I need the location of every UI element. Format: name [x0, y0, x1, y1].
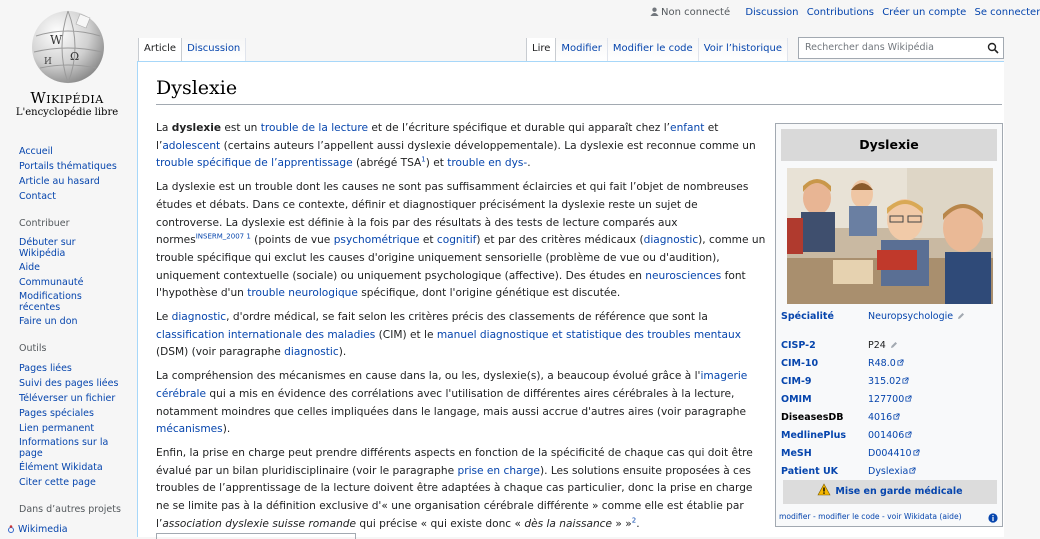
- tab-read[interactable]: Lire: [526, 38, 556, 61]
- sidebar-item-contact[interactable]: Contact: [19, 191, 56, 202]
- infobox-row: [781, 430, 997, 445]
- personal-tools: [650, 7, 1040, 18]
- login-link[interactable]: Se connecter: [975, 7, 1040, 18]
- tab-article[interactable]: Article: [138, 38, 182, 61]
- ref-1[interactable]: 1: [421, 156, 425, 164]
- link-diagnostic[interactable]: diagnostic: [644, 234, 699, 246]
- sidebar: [19, 145, 137, 538]
- infobox-label-specialty[interactable]: Spécialité: [781, 311, 834, 322]
- link-psychometric[interactable]: psychométrique: [334, 234, 420, 246]
- infobox-label[interactable]: CIM-10: [781, 358, 818, 369]
- infobox-value[interactable]: [868, 430, 912, 441]
- infobox-label[interactable]: Patient UK: [781, 466, 838, 477]
- infobox-row: [781, 376, 997, 391]
- link-brain-imaging[interactable]: imagerie cérébrale: [156, 370, 747, 400]
- link-cognitive[interactable]: cognitif: [437, 234, 477, 246]
- sidebar-item-upload[interactable]: Téléverser un fichier: [19, 393, 115, 404]
- talk-link[interactable]: Discussion: [745, 7, 798, 18]
- infobox-value-text[interactable]: 127700: [868, 394, 904, 405]
- infobox-value[interactable]: [868, 358, 904, 369]
- link-icd[interactable]: classification internationale des maladies: [156, 329, 375, 341]
- infobox-row: [781, 448, 997, 463]
- wikipedia-logo[interactable]: [0, 0, 138, 130]
- link-reading-disorder[interactable]: trouble de la lecture: [261, 122, 368, 134]
- info-icon[interactable]: [988, 513, 998, 523]
- paragraph-4: La compréhension des mécanismes en cause dans la, ou les, dyslexie(s), a beaucoup évolué grâce à l'imagerie cérébrale qui a mis en évidence des corrélations avec l'utilisation de différentes aires cérébrales à la lecture, notamment moindres que celles impliquées dans le langage, mais aussi accrue d'autres aires (voir paragraphe mécanismes).: [156, 368, 766, 439]
- infobox-value: [868, 340, 898, 351]
- title-divider: [156, 104, 1002, 105]
- ref-2[interactable]: 2: [632, 516, 636, 524]
- tab-edit[interactable]: Modifier: [556, 38, 607, 61]
- infobox-row-specialty: [781, 311, 997, 326]
- infobox-label[interactable]: MeSH: [781, 448, 812, 459]
- search-icon[interactable]: [987, 42, 999, 54]
- warning-icon: [817, 483, 831, 496]
- external-link-icon: [905, 431, 912, 438]
- infobox-row: [781, 394, 997, 409]
- link-child[interactable]: enfant: [670, 122, 704, 134]
- infobox-value[interactable]: [868, 466, 916, 477]
- create-account-link[interactable]: Créer un compte: [882, 7, 966, 18]
- logo-tagline: L'encyclopédie libre: [0, 107, 134, 118]
- link-diagnostic-2[interactable]: diagnostic: [172, 311, 227, 323]
- paragraph-5: Enfin, la prise en charge peut prendre différents aspects en fonction de la spécificité de chaque cas qui doit être évalué par un bilan pluridisciplinaire (voir le paragraphe prise en charge). Les solutions ensuite proposées à ces troubles de l’apprentissage de la lecture doivent être adaptées à chaque cas particulier, donc la prise en charge ne se limite pas à la définition exclusive d'« une organisation cérébrale différente » comme elle est établie par l’association dyslexie suisse romande qui précise « qui existe donc « dès la naissance » »$^2$.: [156, 445, 766, 534]
- content-area: [137, 61, 1004, 537]
- infobox-row: [781, 466, 997, 481]
- infobox-label[interactable]: CISP-2: [781, 340, 816, 351]
- sidebar-heading-contribute: Contribuer: [19, 217, 137, 230]
- ref-inserm[interactable]: INSERM_2007 1: [196, 233, 251, 241]
- infobox-value-text[interactable]: Dyslexia: [868, 466, 908, 477]
- link-mechanisms[interactable]: mécanismes: [156, 423, 223, 435]
- sidebar-item-help[interactable]: Aide: [19, 262, 40, 273]
- link-learning-disorder[interactable]: trouble spécifique de l’apprentissage: [156, 157, 353, 169]
- sidebar-heading-tools: Outils: [19, 342, 137, 355]
- link-neurological-disorder[interactable]: trouble neurologique: [247, 287, 358, 299]
- svg-text:W: W: [50, 33, 63, 47]
- medical-warning-button[interactable]: Mise en garde médicale: [783, 480, 997, 504]
- sidebar-item-start[interactable]: Débuter sur Wikipédia: [19, 237, 83, 259]
- sidebar-item-portals[interactable]: Portails thématiques: [19, 161, 117, 172]
- external-link-icon: [905, 395, 912, 402]
- paragraph-3: Le diagnostic, d'ordre médical, se fait selon les critères précis des classements de référence que sont la classification internationale des maladies (CIM) et le manuel diagnostique et statistique des troubles mentaux (DSM) (voir paragraphe diagnostic).: [156, 309, 766, 362]
- svg-text:И: И: [44, 57, 52, 67]
- infobox-label[interactable]: OMIM: [781, 394, 812, 405]
- not-logged-in: Non connecté: [650, 7, 736, 18]
- sidebar-item-cite[interactable]: Citer cette page: [19, 477, 96, 488]
- paragraph-1: La dyslexie est un trouble de la lecture et de l’écriture spécifique et durable qui apparaît chez l’enfant et l’adolescent (certains auteurs l’appellent aussi dyslexie développementale). La dyslexie est reconnue comme un trouble spécifique de l’apprentissage (abrégé TSA$^1$) et trouble en dys-.: [156, 120, 766, 173]
- sidebar-item-page-info[interactable]: Informations sur la page: [19, 437, 113, 459]
- pencil-icon[interactable]: [890, 341, 898, 349]
- search-placeholder: Rechercher dans Wikipédia: [805, 42, 934, 53]
- sidebar-item-community[interactable]: Communauté: [19, 277, 83, 288]
- sidebar-item-permalink[interactable]: Lien permanent: [19, 423, 94, 434]
- infobox-value[interactable]: [868, 394, 912, 405]
- sidebar-item-wikidata[interactable]: Élément Wikidata: [19, 462, 103, 473]
- infobox-value[interactable]: [868, 412, 900, 423]
- link-treatment[interactable]: prise en charge: [457, 465, 539, 477]
- user-icon: [650, 7, 659, 16]
- infobox-value-text[interactable]: 001406: [868, 430, 904, 441]
- sidebar-item-wikimedia[interactable]: Wikimedia: [18, 524, 68, 535]
- infobox-value[interactable]: [868, 376, 909, 387]
- sidebar-item-related-changes[interactable]: Suivi des pages liées: [19, 378, 118, 389]
- toc-box: [156, 533, 356, 539]
- infobox-photo[interactable]: [787, 168, 993, 304]
- infobox-value-text[interactable]: R48.0: [868, 358, 896, 369]
- sidebar-item-what-links-here[interactable]: Pages liées: [19, 363, 72, 374]
- wikipedia-globe-icon: [28, 8, 108, 86]
- infobox-value-specialty: Neuropsychologie: [868, 311, 965, 322]
- wikimedia-icon: [7, 525, 15, 533]
- infobox-row: [781, 358, 997, 373]
- link-dys-disorder[interactable]: trouble en dys-: [447, 157, 527, 169]
- link-neurosciences[interactable]: neurosciences: [645, 270, 721, 282]
- tab-edit-source[interactable]: Modifier le code: [608, 38, 699, 61]
- link-diagnostic-3[interactable]: diagnostic: [284, 346, 339, 358]
- article-body: [156, 120, 766, 539]
- infobox-row: [781, 412, 997, 427]
- sidebar-item-special-pages[interactable]: Pages spéciales: [19, 408, 94, 419]
- contributions-link[interactable]: Contributions: [807, 7, 874, 18]
- external-link-icon: [913, 449, 920, 456]
- sidebar-heading-other-projects: Dans d’autres projets: [19, 503, 137, 516]
- infobox-value-text[interactable]: D004410: [868, 448, 912, 459]
- infobox-footer-links[interactable]: modifier - modifier le code - voir Wikidata (aide): [779, 512, 962, 521]
- external-link-icon: [909, 467, 916, 474]
- infobox: [775, 123, 1003, 527]
- infobox-value-text: P24: [868, 340, 886, 351]
- link-adolescent[interactable]: adolescent: [162, 140, 220, 152]
- infobox-label[interactable]: MedlinePlus: [781, 430, 846, 441]
- pencil-icon[interactable]: [957, 312, 965, 320]
- view-tabs: [526, 38, 788, 61]
- infobox-value[interactable]: [868, 448, 920, 459]
- page-title: Dyslexie: [156, 77, 237, 99]
- infobox-title: Dyslexie: [781, 129, 997, 161]
- infobox-label: DiseasesDB: [781, 412, 844, 423]
- sidebar-item-recent-changes[interactable]: Modifications récentes: [19, 291, 89, 313]
- tab-history[interactable]: Voir l’historique: [699, 38, 788, 61]
- tab-discussion[interactable]: Discussion: [182, 38, 246, 61]
- infobox-row: [781, 340, 997, 355]
- paragraph-2: La dyslexie est un trouble dont les causes ne sont pas suffisamment éclaircies et qui fait l’objet de nombreuses études et débats. Dans ce contexte, définir et diagnostiquer précisément la dyslexie reste un sujet de controverse. La dyslexie est définie à la fois par des résultats à des tests de lecture comparés aux normes$^{INSERM\_2007 1}$ (points de vue psychométrique et cognitif) et par des critères médicaux (diagnostic), comme un trouble spécifique qui exclut les causes d'origine uniquement sensorielle (problème de vue ou d'audition), uniquement contextuelle (sociale) ou uniquement psychologique (affective). Des études en neurosciences font l'hypothèse d'un trouble neurologique spécifique, dont l'origine génétique est discutée.: [156, 179, 766, 303]
- external-link-icon: [897, 359, 904, 366]
- external-link-icon: [893, 413, 900, 420]
- search-input[interactable]: [798, 37, 1004, 59]
- sidebar-item-home[interactable]: Accueil: [19, 146, 53, 157]
- sidebar-item-random[interactable]: Article au hasard: [19, 176, 100, 187]
- namespace-tabs: [138, 38, 246, 61]
- infobox-value-text[interactable]: 315.02: [868, 376, 901, 387]
- logo-wordmark: Wikipédia: [0, 89, 134, 107]
- infobox-value-text[interactable]: 4016: [868, 412, 892, 423]
- sidebar-item-donate[interactable]: Faire un don: [19, 316, 78, 327]
- link-dsm[interactable]: manuel diagnostique et statistique des troubles mentaux: [437, 329, 741, 341]
- external-link-icon: [902, 377, 909, 384]
- svg-text:Ω: Ω: [70, 50, 79, 63]
- infobox-label[interactable]: CIM-9: [781, 376, 812, 387]
